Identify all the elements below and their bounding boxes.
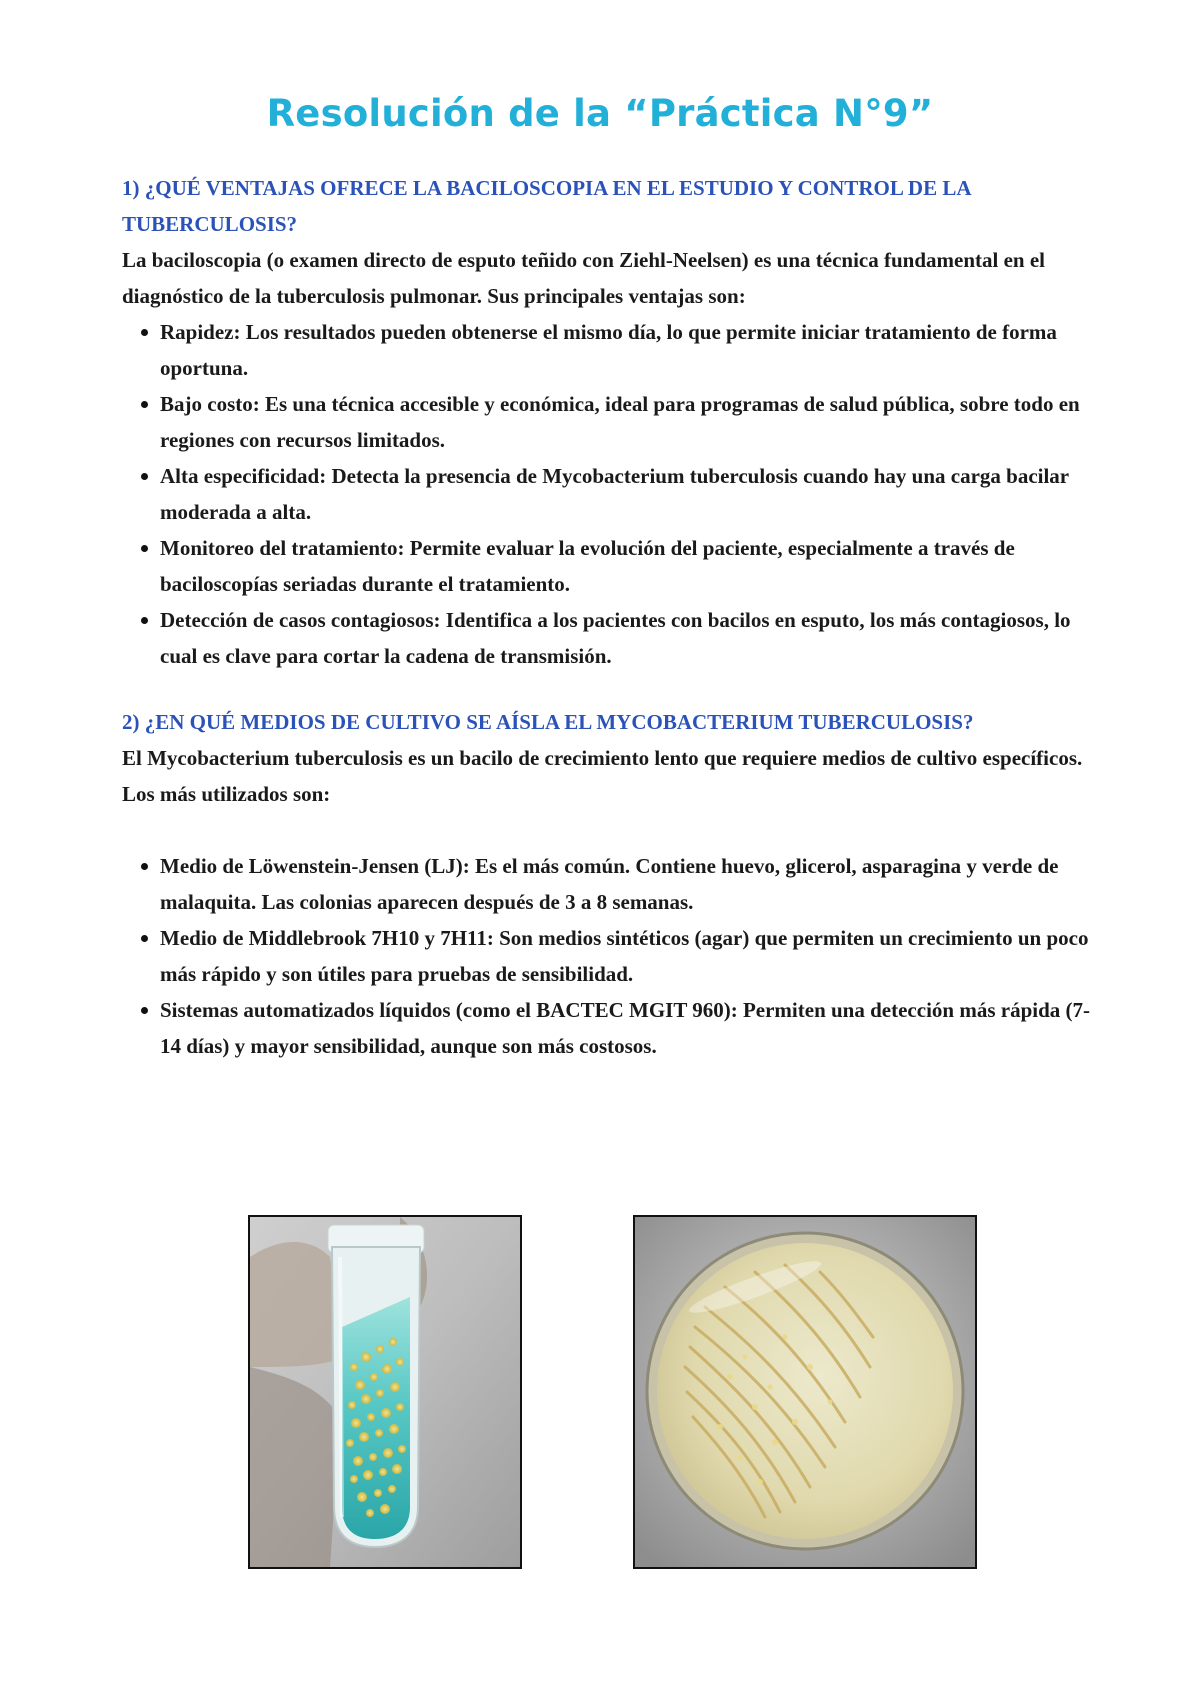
list-item	[122, 602, 1102, 674]
agar-surface	[657, 1243, 953, 1539]
culture-medium	[342, 1297, 410, 1539]
section-2-heading: 2) ¿EN QUÉ MEDIOS DE CULTIVO SE AÍSLA EL MYCOBACTERIUM TUBERCULOSIS?	[122, 710, 974, 734]
list-item-text: Medio de Middlebrook 7H10 y 7H11: Son medios sintéticos (agar) que permiten un crecimiento un poco más rápido y son útiles para pruebas de sensibilidad.	[160, 926, 1089, 986]
list-item	[122, 992, 1102, 1064]
glass-highlight	[340, 1257, 342, 1517]
list-item-text: Alta especificidad: Detecta la presencia de Mycobacterium tuberculosis cuando hay una carga bacilar moderada a alta.	[160, 464, 1069, 524]
list-item-text: Detección de casos contagiosos: Identifica a los pacientes con bacilos en esputo, los más contagiosos, lo cual es clave para cortar la cadena de transmisión.	[160, 608, 1071, 668]
list-item-text: Rapidez: Los resultados pueden obtenerse el mismo día, lo que permite iniciar tratamiento de forma oportuna.	[160, 320, 1057, 380]
list-item-text: Sistemas automatizados líquidos (como el BACTEC MGIT 960): Permiten una detección más rápida (7-14 días) y mayor sensibilidad, aunque son más costosos.	[160, 998, 1090, 1058]
list-item	[122, 314, 1102, 386]
section-1-intro: La baciloscopia (o examen directo de esputo teñido con Ziehl-Neelsen) es una técnica fundamental en el diagnóstico de la tuberculosis pulmonar. Sus principales ventajas son:	[122, 248, 1045, 308]
list-item-text: Bajo costo: Es una técnica accesible y económica, ideal para programas de salud pública, sobre todo en regiones con recursos limitados.	[160, 392, 1080, 452]
section-1	[122, 170, 1102, 674]
list-item-text: Monitoreo del tratamiento: Permite evaluar la evolución del paciente, especialmente a través de baciloscopías seriadas durante el tratamiento.	[160, 536, 1015, 596]
bullet-icon	[141, 863, 148, 870]
section-1-heading: 1) ¿QUÉ VENTAJAS OFRECE LA BACILOSCOPIA EN EL ESTUDIO Y CONTROL DE LA TUBERCULOSIS?	[122, 176, 971, 236]
petri-dish-photo	[633, 1215, 977, 1569]
list-item	[122, 920, 1102, 992]
section-2-intro: El Mycobacterium tuberculosis es un bacilo de crecimiento lento que requiere medios de cultivo específicos. Los más utilizados son:	[122, 746, 1083, 806]
list-item	[122, 458, 1102, 530]
bullet-icon	[141, 401, 148, 408]
section-2	[122, 704, 1102, 1064]
page-title: Resolución de la “Práctica N°9”	[266, 92, 934, 135]
bullet-icon	[141, 935, 148, 942]
list-item-text: Medio de Löwenstein-Jensen (LJ): Es el más común. Contiene huevo, glicerol, asparagina y verde de malaquita. Las colonias aparecen después de 3 a 8 semanas.	[160, 854, 1059, 914]
list-item	[122, 530, 1102, 602]
list-item	[122, 386, 1102, 458]
paragraph-spacer	[122, 812, 1102, 848]
culture-tube-illustration	[250, 1217, 520, 1567]
section-1-list	[122, 314, 1102, 674]
bullet-icon	[141, 617, 148, 624]
section-spacer	[122, 674, 1102, 704]
bullet-icon	[141, 1007, 148, 1014]
bullet-icon	[141, 545, 148, 552]
document-body	[122, 170, 1102, 1064]
bullet-icon	[141, 473, 148, 480]
section-2-list	[122, 848, 1102, 1064]
petri-dish-illustration	[635, 1217, 975, 1567]
list-item	[122, 848, 1102, 920]
bullet-icon	[141, 329, 148, 336]
culture-tube-photo	[248, 1215, 522, 1569]
